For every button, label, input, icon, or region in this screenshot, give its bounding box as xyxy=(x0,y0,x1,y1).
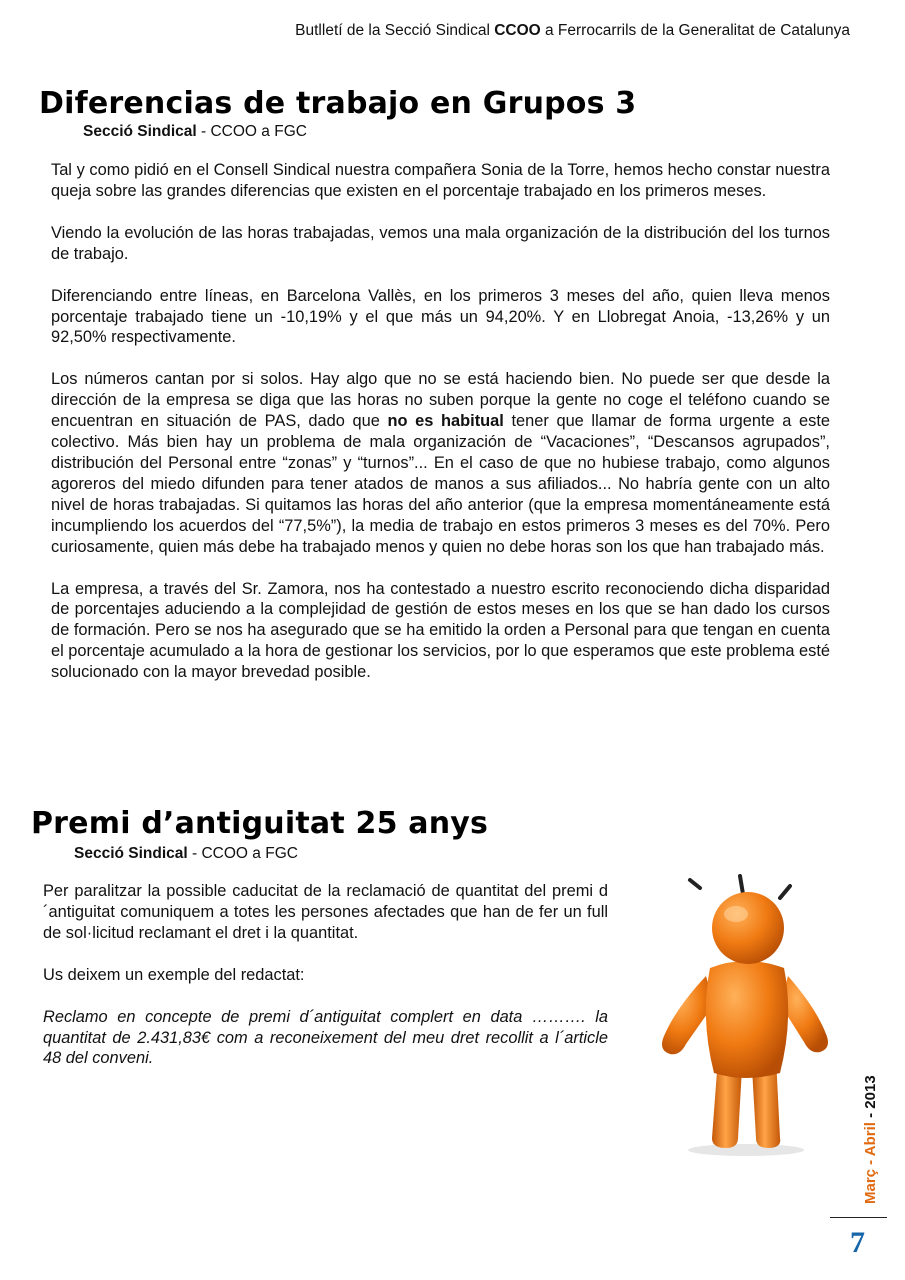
article2-body xyxy=(43,881,608,1069)
issue-year: 2013 xyxy=(862,1075,879,1109)
article2-title: Premi d’antiguitat 25 anys xyxy=(31,806,489,841)
byline-section: Secció Sindical xyxy=(83,123,197,140)
footer-rule xyxy=(830,1217,887,1218)
article2-paragraph: Us deixem un exemple del redactat: xyxy=(43,965,305,984)
article1-byline xyxy=(83,123,307,141)
article1-paragraph: Diferenciando entre líneas, en Barcelona Vallès, en los primeros 3 meses del año, quien lleva menos porcentaje trabajado tiene un -10,19% y el que más un 94,20%. Y en Llobregat Anoia, -13,26% y un 92,50% respectivamente. xyxy=(51,286,830,347)
article2-paragraph xyxy=(43,1007,608,1070)
confused-orange-person-icon xyxy=(648,868,833,1158)
example-text: Reclamo en concepte de premi d´antiguitat complert en data ………. la quantitat de 2.431,83€ com a reconeixement del meu dret recollit a l´article 48 del conveni. xyxy=(43,1007,608,1068)
article1-title: Diferencias de trabajo en Grupos 3 xyxy=(39,86,637,121)
header-text: Butlletí de la Secció Sindical xyxy=(295,22,495,39)
issue-date: Març - Abril - 2013 xyxy=(862,1075,879,1204)
header-brand: CCOO xyxy=(494,22,541,39)
byline-org: - CCOO a FGC xyxy=(196,123,307,140)
byline-org: - CCOO a FGC xyxy=(187,845,298,862)
article1-paragraph: Los números cantan por si solos. Hay algo que no se está haciendo bien. No puede ser que desde la dirección de la empresa se diga que las horas no suben porque la gente no coge el teléfono cuando se encuentran en situación de PAS, dado que no es habitual tener que llamar de forma urgente a este colectivo. Más bien hay un problema de mala organización de “Vacaciones”, “Descansos agrupados”, distribución del Personal entre “zonas” y “turnos”... En el caso de que no hubiese trabajo, como algunos agoreros del miedo difunden para tener atados de manos a sus afiliados... No habría gente con un alto nivel de horas trabajadas. Si quitamos las horas del año anterior (que la empresa momentáneamente está incumpliendo los acuerdos del “77,5%”), la media de trabajo en estos primeros 3 meses es del 70%. Pero curiosamente, quien más debe ha trabajado menos y quien no debe horas son los que han trabajado más. xyxy=(51,370,830,556)
article1-paragraph: Tal y como pidió en el Consell Sindical nuestra compañera Sonia de la Torre, hemos hecho constar nuestra queja sobre las grandes diferencias que existen en el porcentaje trabajado en los primeros meses. xyxy=(51,161,830,200)
article2-paragraph: Per paralitzar la possible caducitat de la reclamació de quantitat del premi d´antiguitat comuniquem a totes les persones afectades que han de fer un full de sol·licitud reclamant el dret i la quantitat. xyxy=(43,882,608,942)
header-text-end: a Ferrocarrils de la Generalitat de Catalunya xyxy=(540,22,850,39)
article2-byline xyxy=(74,845,298,863)
emphasis-text: no es habitual xyxy=(387,412,504,431)
byline-section: Secció Sindical xyxy=(74,845,188,862)
page-number: 7 xyxy=(850,1226,865,1259)
article1-paragraph: Viendo la evolución de las horas trabajadas, vemos una mala organización de la distribución del los turnos de trabajo. xyxy=(51,223,830,263)
article1-paragraph: La empresa, a través del Sr. Zamora, nos ha contestado a nuestro escrito reconociendo dicha disparidad de porcentajes aduciendo a la complejidad de gestión de estos meses en los que se han dado los cursos de formación. Pero se nos ha asegurado que se ha emitido la orden a Personal para que tengan en cuenta el porcentaje acumulado a la hora de gestionar los servicios, por lo que esperamos que este problema esté solucionado con la mayor brevedad posible. xyxy=(51,579,831,682)
issue-months: Març - Abril xyxy=(862,1122,879,1204)
newsletter-header xyxy=(295,22,850,40)
article1-body xyxy=(51,160,830,683)
